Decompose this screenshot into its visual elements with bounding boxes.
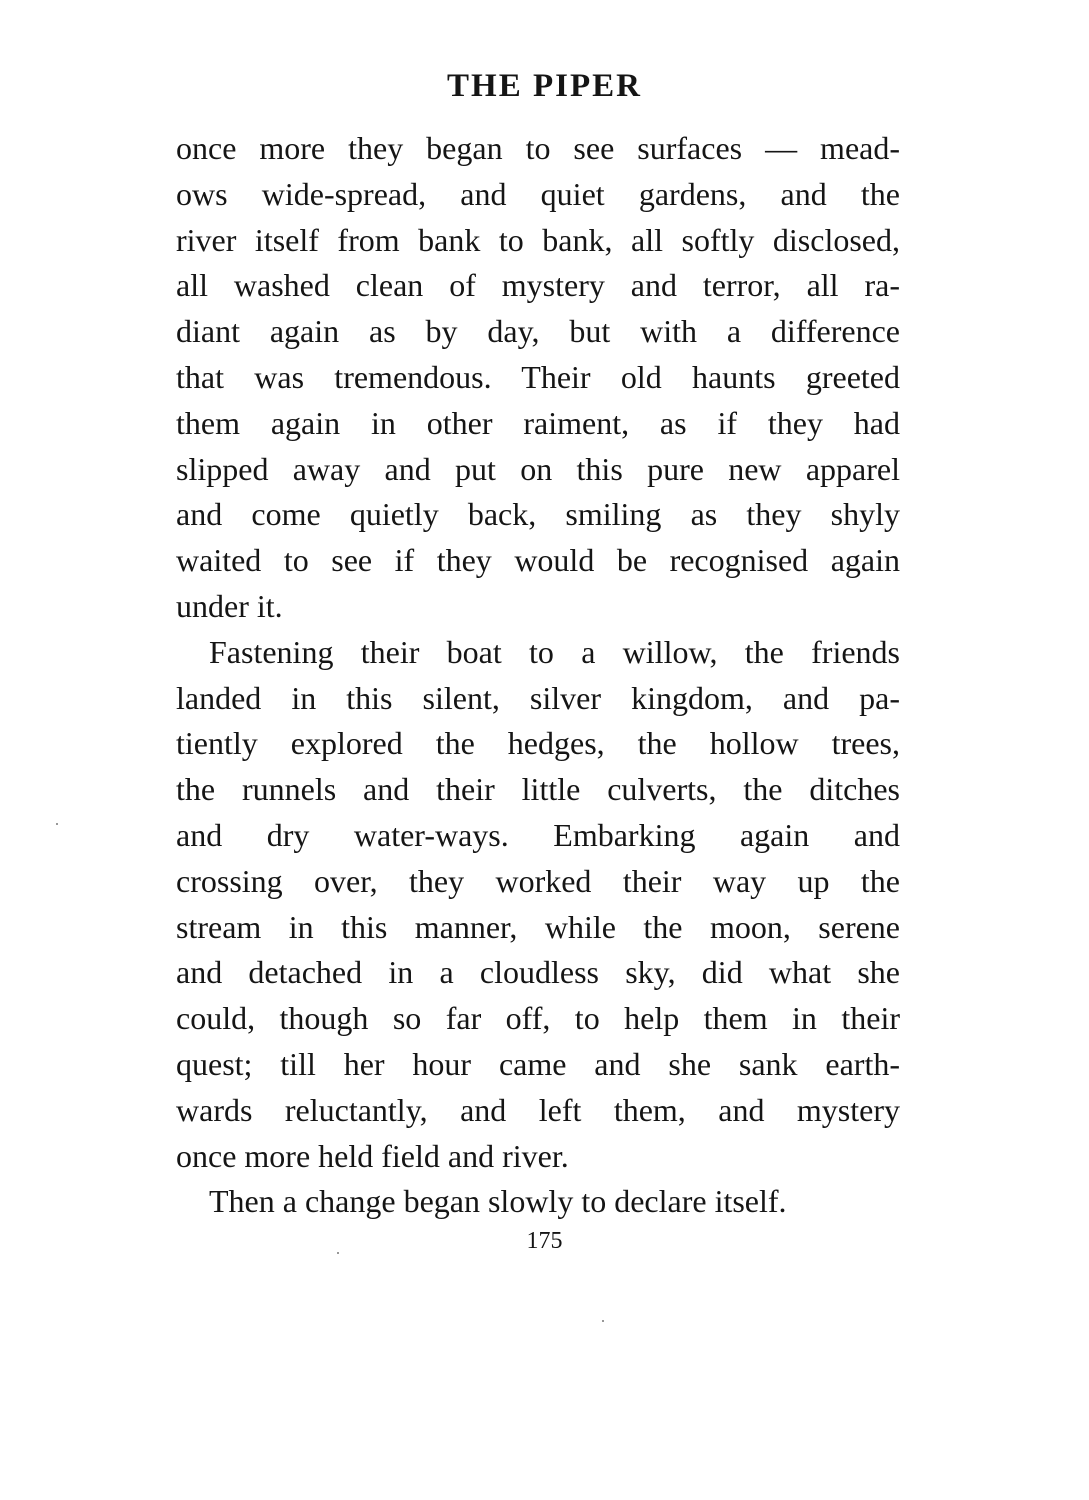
text-line: all washed clean of mystery and terror, all ra- (176, 267, 900, 304)
scan-speck (337, 1252, 339, 1254)
paragraph (176, 126, 900, 630)
text-line: slipped away and put on this pure new apparel (176, 450, 900, 487)
text-line: quest; till her hour came and she sank earth- (176, 1045, 900, 1082)
text-line: tiently explored the hedges, the hollow trees, (176, 725, 900, 762)
text-line: river itself from bank to bank, all softly disclosed, (176, 221, 900, 258)
body-text (176, 126, 900, 1225)
text-line: and come quietly back, smiling as they shyly (176, 496, 900, 533)
text-line: that was tremendous. Their old haunts greeted (176, 358, 900, 395)
text-line: landed in this silent, silver kingdom, and pa- (176, 679, 900, 716)
text-line: and dry water-ways. Embarking again and (176, 816, 900, 853)
text-line: could, though so far off, to help them in their (176, 1000, 900, 1037)
text-line: them again in other raiment, as if they had (176, 404, 900, 441)
text-line: once more held field and river. (176, 1137, 569, 1174)
scan-speck (56, 823, 58, 825)
text-line: Then a change began slowly to declare itself. (209, 1183, 787, 1220)
page-number: 175 (526, 1228, 563, 1254)
text-line: waited to see if they would be recognised again (176, 542, 900, 579)
text-line: and detached in a cloudless sky, did what she (176, 954, 900, 991)
text-line: once more they began to see surfaces — mead- (176, 130, 900, 166)
text-line: diant again as by day, but with a difference (176, 313, 900, 350)
running-head: THE PIPER (447, 68, 642, 104)
text-line: the runnels and their little culverts, the ditches (176, 771, 900, 808)
text-line: wards reluctantly, and left them, and mystery (176, 1091, 900, 1128)
scan-speck (602, 1320, 604, 1322)
paragraph (176, 1179, 900, 1225)
text-line: crossing over, they worked their way up the (176, 862, 900, 899)
text-line: stream in this manner, while the moon, serene (176, 908, 900, 945)
paragraph (176, 630, 900, 1180)
text-line: Fastening their boat to a willow, the friends (209, 633, 900, 670)
text-line: under it. (176, 587, 283, 624)
text-line: ows wide-spread, and quiet gardens, and the (176, 175, 900, 212)
